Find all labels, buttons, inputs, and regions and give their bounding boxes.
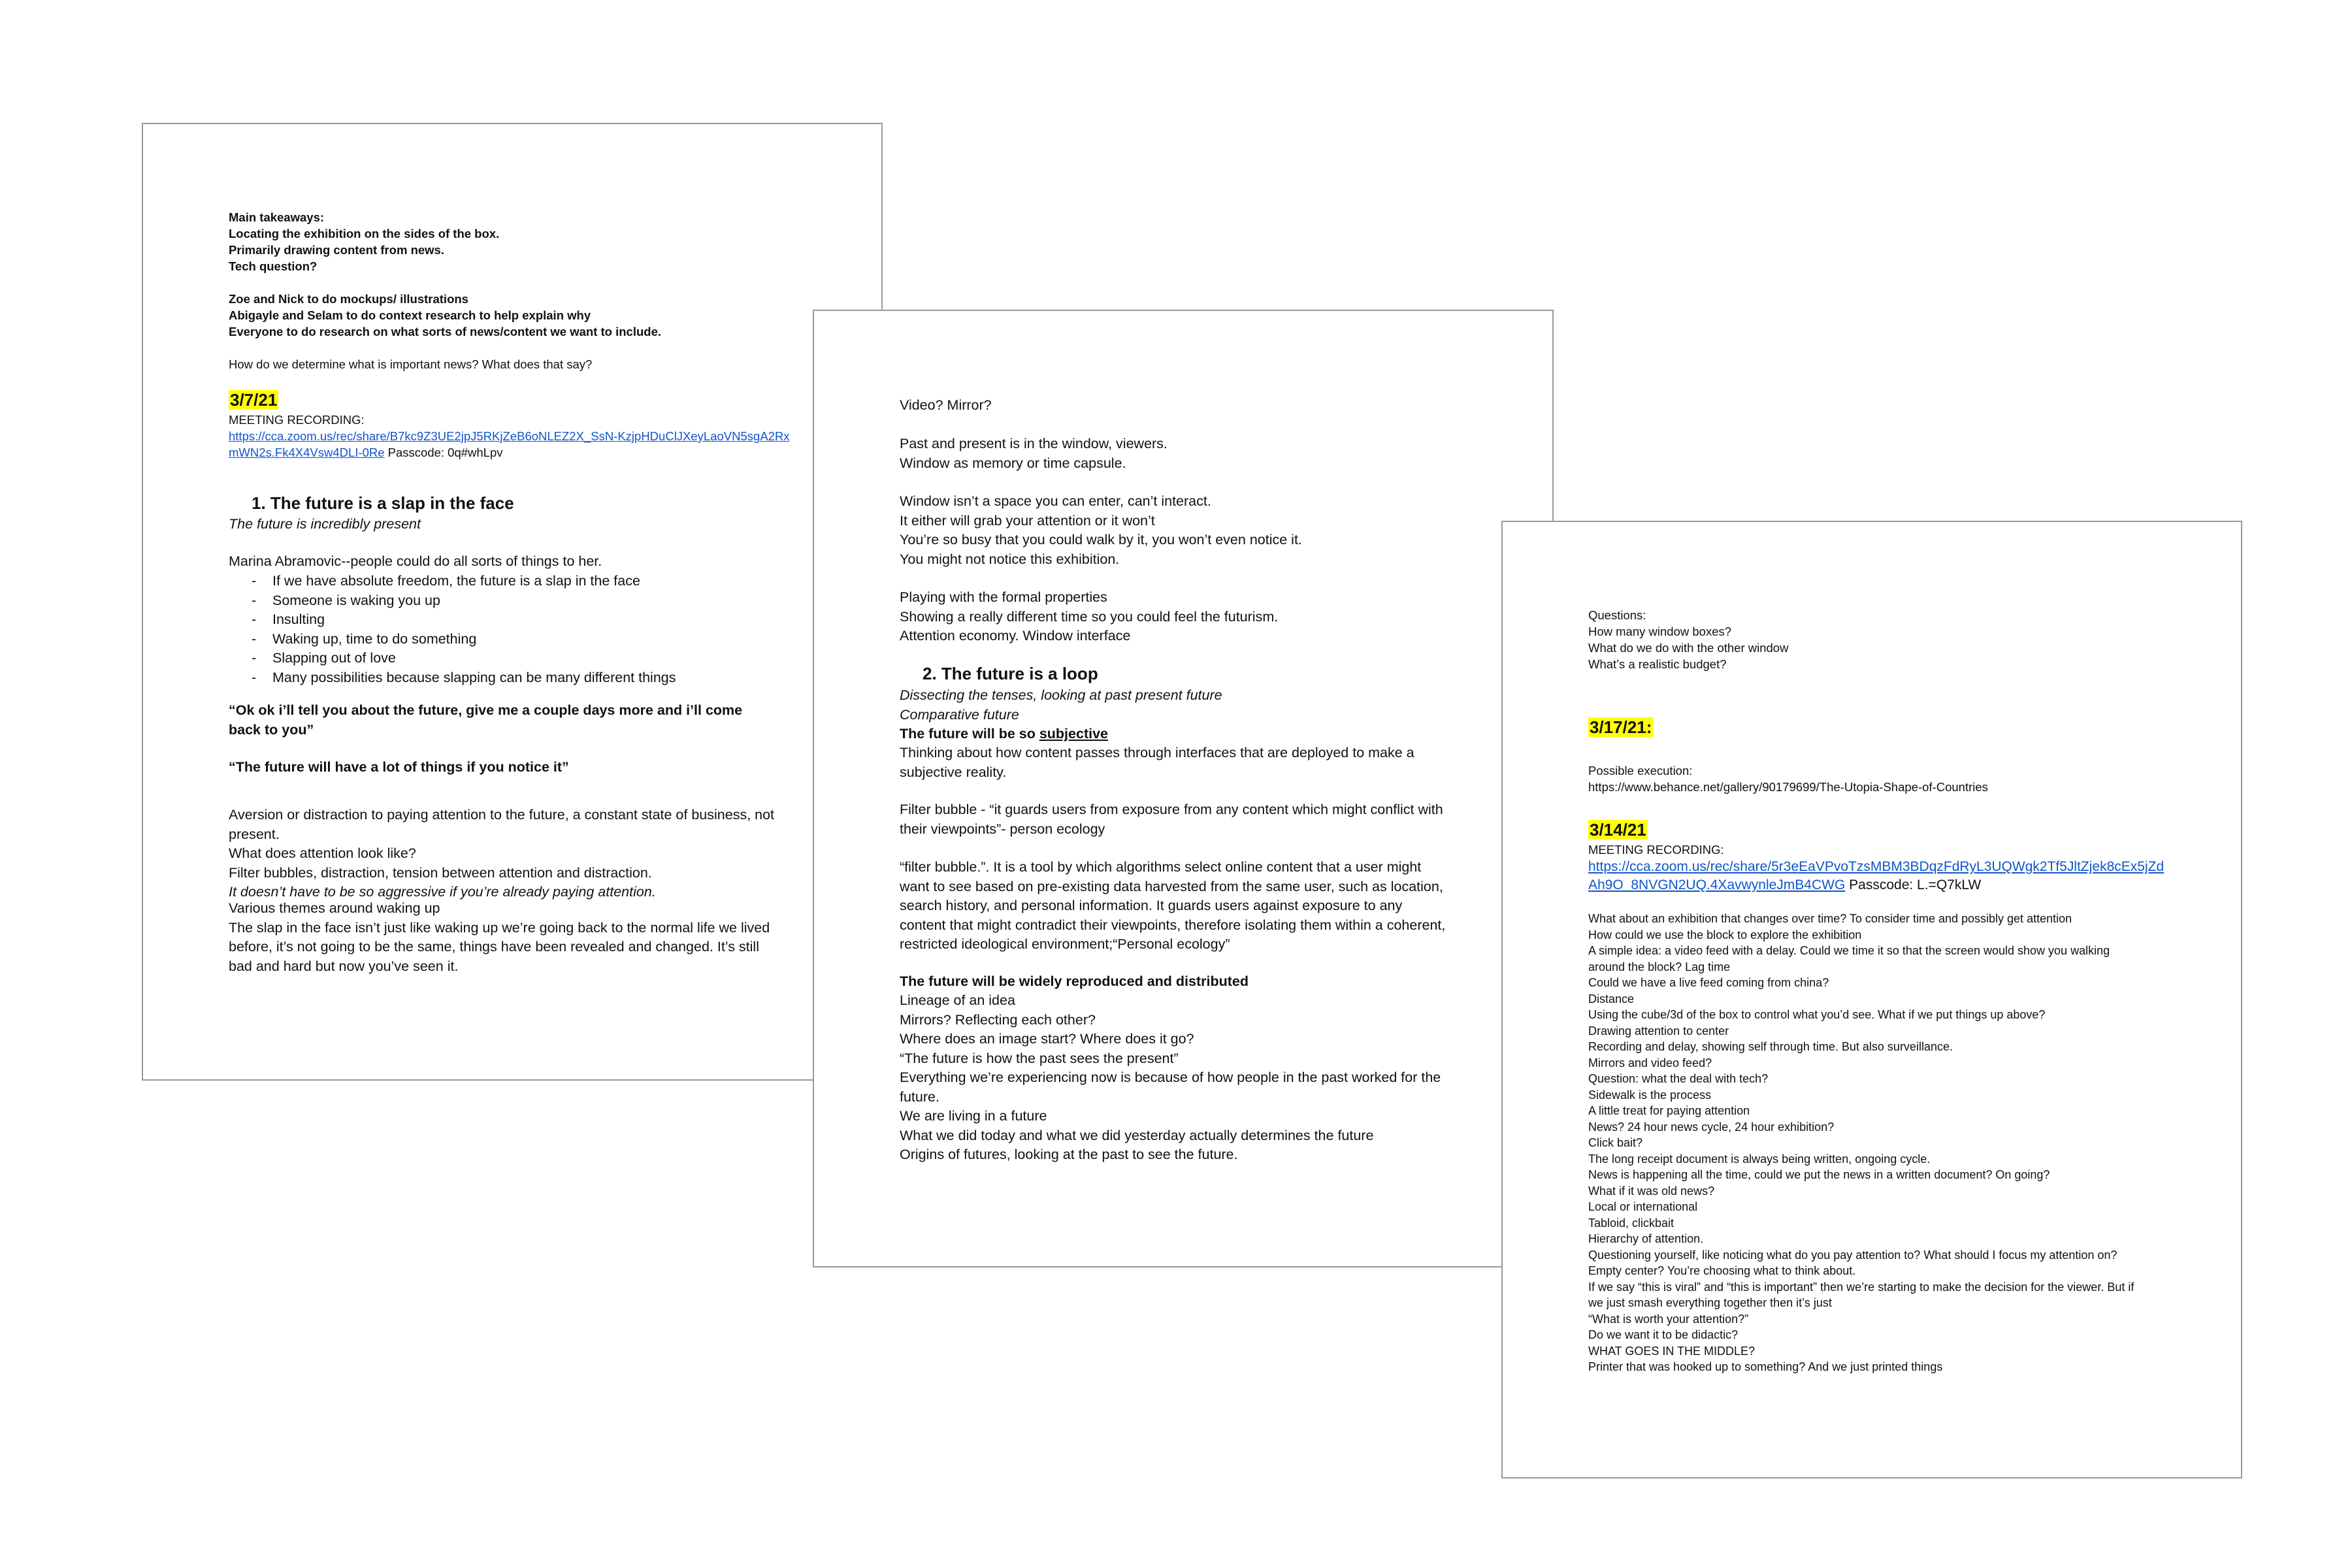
date-highlight: 3/14/21: [1590, 820, 1646, 840]
list-item: - Waking up, time to do something: [252, 630, 477, 647]
note-line: What about an exhibition that changes over time? To consider time and possibly get attention: [1588, 912, 2072, 925]
note-line: Recording and delay, showing self through time. But also surveillance.: [1588, 1040, 1953, 1053]
note-line: around the block? Lag time: [1588, 960, 1731, 973]
paragraph-line: Filter bubbles, distraction, tension between attention and distraction.: [229, 864, 652, 881]
takeaway-line: Main takeaways:: [229, 210, 325, 224]
task-line: Zoe and Nick to do mockups/ illustrations: [229, 292, 468, 306]
subheading-line: Comparative future: [900, 706, 1019, 723]
paragraph-lineage: [900, 991, 1488, 1165]
quote-line: “Ok ok i’ll tell you about the future, give me a couple days more and i’ll come: [229, 702, 743, 718]
takeaway-line: Tech question?: [229, 259, 318, 273]
section-heading: 1. The future is a slap in the face: [252, 493, 514, 513]
paragraph-line: Mirrors? Reflecting each other?: [900, 1011, 1096, 1028]
note-line: Tabloid, clickbait: [1588, 1216, 1674, 1230]
paragraph-line: future.: [900, 1088, 939, 1105]
paragraph-line: Where does an image start? Where does it go?: [900, 1031, 1194, 1047]
date-highlight: 3/7/21: [230, 390, 278, 410]
possible-execution-label: Possible execution:: [1588, 764, 1693, 777]
date-highlight: 3/17/21:: [1590, 717, 1652, 737]
list-item: - If we have absolute freedom, the future is a slap in the face: [252, 573, 640, 589]
subjective-underlined: subjective: [1039, 726, 1108, 742]
paragraph-line: present.: [229, 826, 280, 842]
note-line: Question: what the deal with tech?: [1588, 1072, 1769, 1085]
paragraph-interaction: [900, 492, 1488, 569]
note-line: A simple idea: a video feed with a delay. Could we time it so that the screen would show you walking: [1588, 944, 2110, 957]
paragraph-line: Aversion or distraction to paying attention to the future, a constant state of business, not: [229, 807, 775, 823]
note-line: Mirrors and video feed?: [1588, 1056, 1712, 1070]
document-page-1: [142, 123, 883, 1081]
paragraph-line: content that might contradict their viewpoints, therefore isolating them within a coherent,: [900, 917, 1446, 933]
note-line: What if it was old news?: [1588, 1184, 1715, 1198]
paragraph-line: “The future is how the past sees the present”: [900, 1050, 1179, 1066]
note-line: Questioning yourself, like noticing what do you pay attention to? What should I focus my attention on?: [1588, 1248, 2117, 1262]
subjective-heading: [900, 725, 1488, 744]
task-line: Everyone to do research on what sorts of news/content we want to include.: [229, 325, 662, 338]
subjective-prefix: The future will be so: [900, 726, 1039, 742]
note-line: A little treat for paying attention: [1588, 1104, 1750, 1117]
behance-url: https://www.behance.net/gallery/90179699/The-Utopia-Shape-of-Countries: [1588, 780, 1988, 794]
paragraph-interfaces: [900, 743, 1488, 782]
passcode: Passcode: L.=Q7kLW: [1845, 877, 1982, 892]
paragraph-line: search history, and personal information. It guards users against exposure to any: [900, 898, 1403, 913]
video-line: Video? Mirror?: [900, 397, 992, 413]
bullet-list: [229, 572, 843, 687]
paragraph-filter-definition: [900, 858, 1488, 955]
paragraph-line: Window isn’t a space you can enter, can’t interact.: [900, 493, 1211, 509]
note-line: Distance: [1588, 992, 1635, 1005]
list-item: - Someone is waking you up: [252, 592, 440, 608]
note-line: “What is worth your attention?”: [1588, 1312, 1749, 1326]
recording-link[interactable]: https://cca.zoom.us/rec/share/B7kc9Z3UE2jpJ5RKjZeB6oNLEZ2X_SsN-KzjpHDuClJXeyLaoVN5sgA2Rx: [229, 429, 790, 443]
note-line: Using the cube/3d of the box to control what you’d see. What if we put things up above?: [1588, 1008, 2046, 1021]
section-subheading: The future is incredibly present: [229, 516, 421, 532]
task-line: Abigayle and Selam to do context research to help explain why: [229, 308, 591, 322]
reproduced-heading: The future will be widely reproduced and distributed: [900, 973, 1249, 989]
date-block: [229, 389, 843, 410]
takeaway-line: Locating the exhibition on the sides of the box.: [229, 227, 500, 240]
subheading-line: Dissecting the tenses, looking at past present future: [900, 687, 1222, 703]
paragraph-line: Past and present is in the window, viewers.: [900, 436, 1168, 451]
note-line: Sidewalk is the process: [1588, 1088, 1712, 1102]
note-line: Drawing attention to center: [1588, 1024, 1729, 1037]
question-line: How do we determine what is important news? What does that say?: [229, 357, 593, 371]
quote-line: “The future will have a lot of things if you notice it”: [229, 759, 569, 775]
note-line: News? 24 hour news cycle, 24 hour exhibition?: [1588, 1120, 1835, 1134]
paragraph-line: Origins of futures, looking at the past to see the future.: [900, 1147, 1238, 1162]
date-block: [1588, 717, 2176, 738]
paragraph-line: It either will grab your attention or it won’t: [900, 512, 1155, 529]
meeting-notes: [1588, 911, 2176, 1375]
paragraph-line: Everything we’re experiencing now is because of how people in the past worked for the: [900, 1070, 1441, 1085]
paragraph-line: their viewpoints”- person ecology: [900, 821, 1105, 837]
passcode: Passcode: 0q#whLpv: [384, 446, 503, 459]
recording-block: [229, 412, 843, 461]
note-line: Printer that was hooked up to something? And we just printed things: [1588, 1360, 1943, 1373]
paragraph-line: Thinking about how content passes through interfaces that are deployed to make a: [900, 745, 1414, 760]
note-line: News is happening all the time, could we put the news in a written document? On going?: [1588, 1168, 2050, 1181]
paragraph-line: Showing a really different time so you could feel the futurism.: [900, 608, 1279, 625]
paragraph-line: Filter bubble - “it guards users from exposure from any content which might conflict with: [900, 802, 1443, 817]
questions-block: [1588, 607, 2176, 672]
recording-label: MEETING RECORDING:: [1588, 843, 1724, 857]
paragraph-line: bad and hard but now you’ve seen it.: [229, 958, 459, 974]
note-line: Do we want it to be didactic?: [1588, 1328, 1739, 1341]
paragraph-line: before, it’s not going to be the same, things have been revealed and changed. It’s still: [229, 939, 759, 955]
paragraph-line: You’re so busy that you could walk by it, you won’t even notice it.: [900, 532, 1302, 547]
recording-link-continued[interactable]: Ah9O_8NVGN2UQ.4XavwynleJmB4CWG: [1588, 877, 1846, 892]
note-line: How could we use the block to explore the exhibition: [1588, 928, 1862, 941]
paragraph-line: Lineage of an idea: [900, 992, 1015, 1008]
question-line: How many window boxes?: [1588, 625, 1732, 638]
paragraph-line: want to see based on pre-existing data harvested from the same user, such as location,: [900, 878, 1443, 894]
recording-label: MEETING RECORDING:: [229, 413, 365, 427]
paragraph-waking-up: [229, 899, 843, 976]
paragraph-line: Playing with the formal properties: [900, 589, 1107, 605]
document-page-3: [1501, 521, 2242, 1478]
recording-block: [1588, 841, 2176, 894]
quote-line: back to you”: [229, 721, 314, 738]
question-line: What’s a realistic budget?: [1588, 657, 1727, 671]
note-line: WHAT GOES IN THE MIDDLE?: [1588, 1344, 1756, 1358]
intro-line: Marina Abramovic--people could do all sorts of things to her.: [229, 553, 602, 569]
paragraph-filter-bubble: [900, 800, 1488, 839]
paragraph-line: restricted ideological environment;“Personal ecology”: [900, 936, 1230, 952]
note-line: Could we have a live feed coming from china?: [1588, 976, 1829, 989]
paragraph-line: subjective reality.: [900, 764, 1007, 780]
paragraph-line: “filter bubble.”. It is a tool by which algorithms select online content that a user might: [900, 859, 1422, 875]
recording-link-continued[interactable]: mWN2s.Fk4X4Vsw4DLI-0Re: [229, 446, 385, 459]
note-line: The long receipt document is always being written, ongoing cycle.: [1588, 1152, 1931, 1166]
section-subheading: [900, 686, 1488, 725]
possible-execution-block: [1588, 762, 2176, 795]
note-line: we just smash everything together then it’s just: [1588, 1296, 1832, 1309]
section-heading: 2. The future is a loop: [923, 664, 1098, 683]
question-line: Questions:: [1588, 608, 1646, 622]
question-line: What do we do with the other window: [1588, 641, 1789, 655]
paragraph-line: We are living in a future: [900, 1108, 1047, 1124]
paragraph-line: Window as memory or time capsule.: [900, 455, 1126, 471]
takeaways-block: [229, 209, 843, 274]
quote-block: [229, 701, 843, 740]
list-item: - Insulting: [252, 612, 325, 627]
note-line: Click bait?: [1588, 1136, 1643, 1149]
list-item: - Slapping out of love: [252, 650, 396, 666]
document-page-2: [813, 310, 1554, 1267]
paragraph-line-italic: It doesn’t have to be so aggressive if you’re already paying attention.: [229, 884, 656, 900]
paragraph-line: What we did today and what we did yesterday actually determines the future: [900, 1127, 1374, 1143]
list-item: - Many possibilities because slapping can be many different things: [252, 669, 676, 685]
date-block: [1588, 819, 2176, 840]
note-line: If we say “this is viral” and “this is important” then we’re starting to make the decision for the viewer. But if: [1588, 1280, 2134, 1294]
note-line: Empty center? You’re choosing what to think about.: [1588, 1264, 1856, 1277]
paragraph-line: You might not notice this exhibition.: [900, 551, 1120, 567]
paragraph-window: [900, 434, 1488, 473]
tasks-block: [229, 291, 843, 340]
note-line: Hierarchy of attention.: [1588, 1232, 1704, 1245]
recording-link[interactable]: https://cca.zoom.us/rec/share/5r3eEaVPvoTzsMBM3BDqzFdRyL3UQWgk2Tf5JltZjek8cEx5jZd: [1588, 859, 2164, 874]
paragraph-line: Attention economy. Window interface: [900, 628, 1131, 644]
paragraph-line: Various themes around waking up: [229, 900, 440, 916]
note-line: Local or international: [1588, 1200, 1698, 1213]
paragraph-formal: [900, 588, 1488, 646]
paragraph-line: What does attention look like?: [229, 845, 416, 861]
takeaway-line: Primarily drawing content from news.: [229, 243, 444, 257]
paragraph-attention: [229, 806, 843, 902]
paragraph-line: The slap in the face isn’t just like waking up we’re going back to the normal life we lived: [229, 919, 770, 936]
